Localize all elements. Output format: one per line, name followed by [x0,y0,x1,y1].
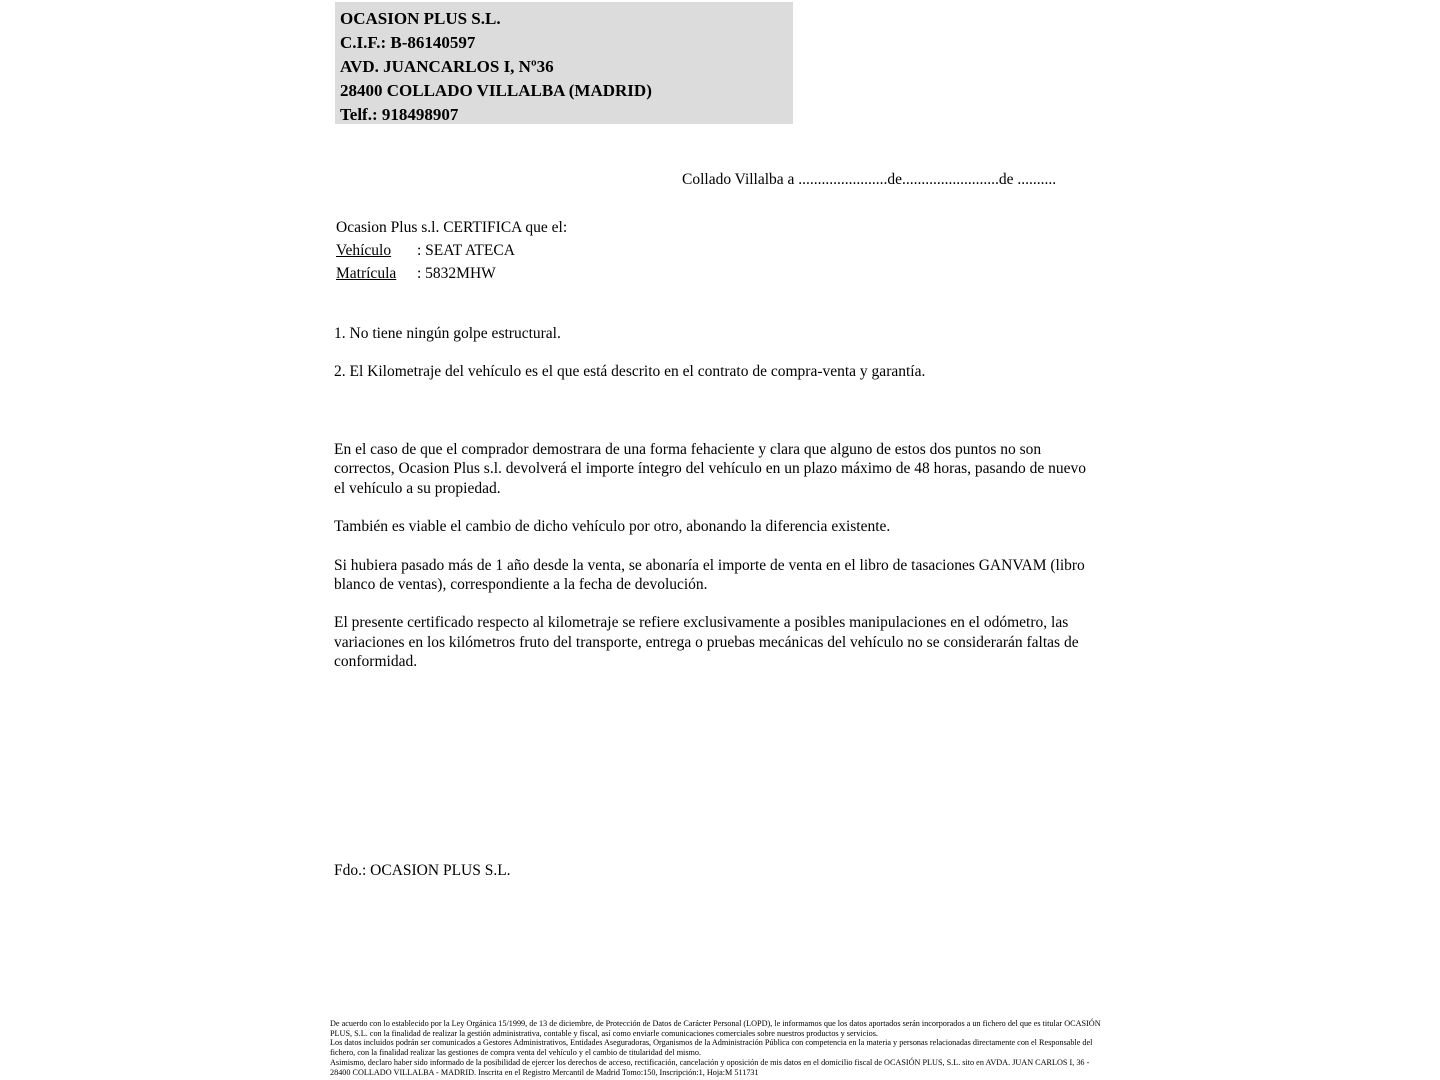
vehicle-label-box [336,239,417,262]
vehicle-value: : SEAT ATECA [417,242,515,259]
certify-line: Ocasion Plus s.l. CERTIFICA que el: [336,219,568,236]
paragraph-refund: En el caso de que el comprador demostrara de una forma fehaciente y clara que alguno de estos dos puntos no son correctos, Ocasion Plus s.l. devolverá el importe íntegro del vehículo en un plazo máximo de 48 horas, pasando de nuevo el vehículo a su propiedad. [334,441,1086,497]
certificate-point-2: 2. El Kilometraje del vehículo es el que está descrito en el contrato de compra-venta y garantía. [334,363,926,380]
vehicle-label: Vehículo [336,242,392,259]
paragraph-exchange: También es viable el cambio de dicho vehículo por otro, abonando la diferencia existente. [334,518,891,536]
signature-line: Fdo.: OCASION PLUS S.L. [334,862,511,879]
plate-value: : 5832MHW [417,265,496,282]
company-address: AVD. JUANCARLOS I, Nº36 [340,57,554,76]
footer-data-sharing: Los datos incluidos podrán ser comunicados a Gestores Administrativos, Entidades Aseguradoras, Organismos de la Administración Pública con competencia en la materia y personas relacionadas directamente con el Responsable del fichero, con la finalidad realizar las gestiones de compra venta del vehículo y el cambio de titularidad del mismo. [330,1038,1093,1058]
legal-footer [330,1019,1102,1077]
certification-block [336,216,567,285]
body-paragraphs [334,440,1098,691]
company-header-box [335,2,793,124]
footer-rights: Asimismo, declaro haber sido informado de la posibilidad de ejercer los derechos de acceso, rectificación, cancelación y oposición de mis datos en el domicilio fiscal de OCASIÓN PLUS, S.L. sito en AVDA. JUAN CARLOS I, 36 - 28400 COLLADO VILLALBA - MADRID. Inscrita en el Registro Mercantil de Madrid Tomo:150, Inscripción:1, Hoja:M 511731 [330,1057,1090,1077]
company-phone: Telf.: 918498907 [340,105,459,124]
certificate-point-1: 1. No tiene ningún golpe estructural. [334,325,561,342]
plate-label: Matrícula [336,265,397,282]
paragraph-ganvam: Si hubiera pasado más de 1 año desde la venta, se abonaría el importe de venta en el libro de tasaciones GANVAM (libro blanco de ventas), correspondiente a la fecha de devolución. [334,556,1085,594]
footer-lopd: De acuerdo con lo establecido por la Ley Orgánica 15/1999, de 13 de diciembre, de Protección de Datos de Carácter Personal (LOPD), le informamos que los datos aportados serán incorporados a un fichero del que es titular OCASIÓN PLUS, S.L. con la finalidad de realizar la gestión administrativa, contable y fiscal, así como enviarle comunicaciones comerciales sobre nuestros productos y servicios. [330,1019,1101,1038]
vehicle-row [336,239,567,262]
company-name: OCASION PLUS S.L. [340,9,501,28]
plate-row [336,262,567,285]
paragraph-odometer: El presente certificado respecto al kilometraje se refiere exclusivamente a posibles manipulaciones en el odómetro, las variaciones en los kilómetros fruto del transporte, entrega o pruebas mecánicas del vehículo no se considerarán faltas de conformidad. [334,614,1079,671]
company-cif: C.I.F.: B-86140597 [340,33,476,52]
date-line: Collado Villalba a .......................de.........................de .......... [682,171,1057,188]
plate-label-box [336,262,417,285]
company-city: 28400 COLLADO VILLALBA (MADRID) [340,81,652,100]
